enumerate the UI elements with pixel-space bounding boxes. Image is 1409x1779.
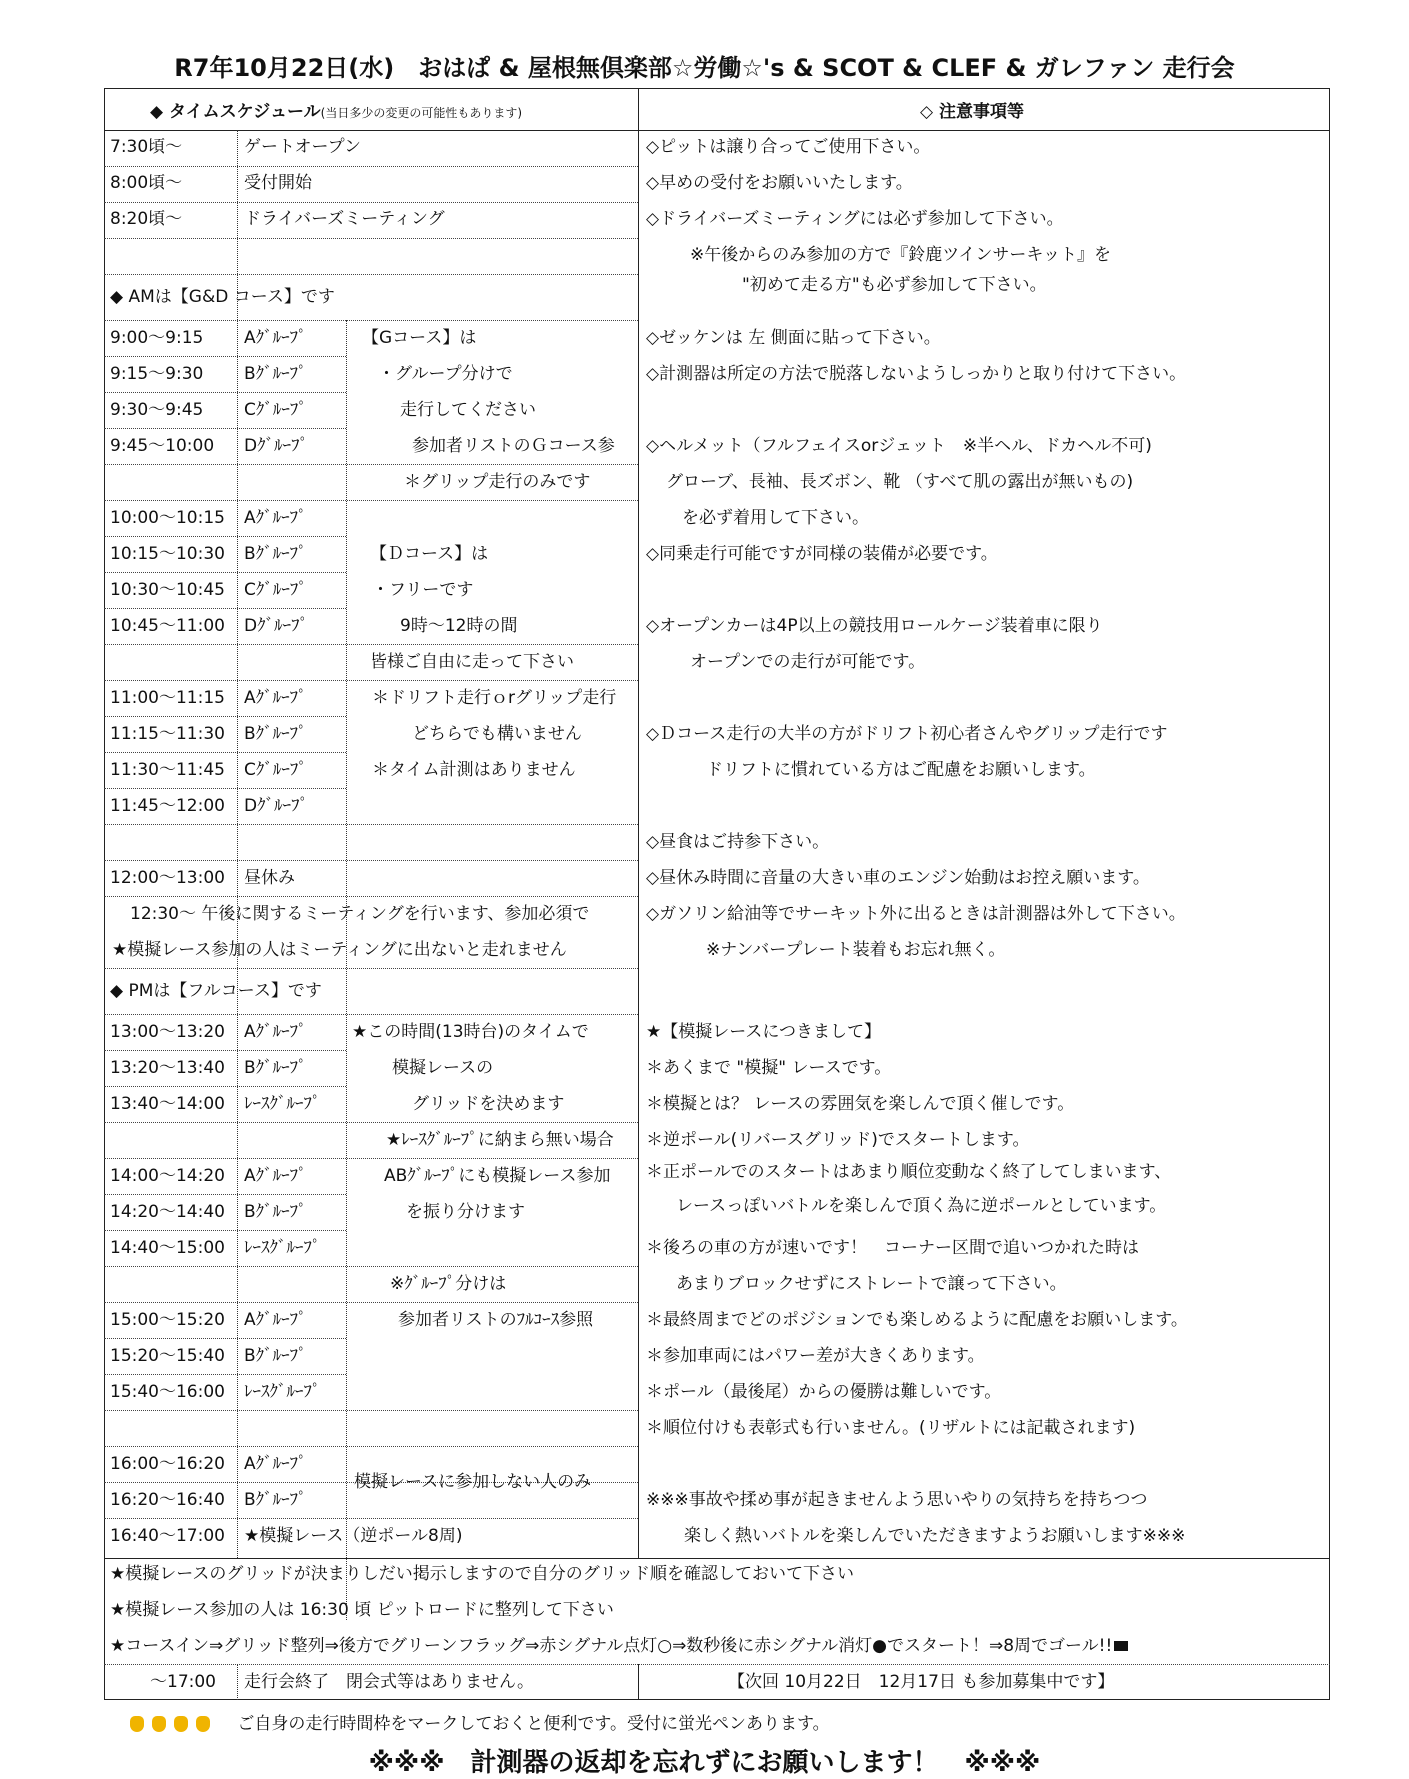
next-event: 【次回 10月22日 12月17日 も参加募集中です】 xyxy=(728,1672,1115,1692)
late-time: 11:15〜11:30 xyxy=(110,724,225,744)
note-line: レースっぽいバトルを楽しんで頂く為に逆ポールとしています。 xyxy=(676,1196,1167,1216)
note-line: ※午後からのみ参加の方で『鈴鹿ツインサーキット』を xyxy=(690,245,1112,265)
late-note: ＊ドリフト走行ｏrグリップ走行 xyxy=(372,688,617,708)
g-note: 参加者リストのＧコース参 xyxy=(412,436,615,456)
note-line: オープンでの走行が可能です。 xyxy=(690,652,926,672)
pm1-note: グリッドを決めます xyxy=(412,1094,565,1114)
pm1-group: Bｸﾞﾙｰﾌﾟ xyxy=(244,1058,307,1078)
pm1-note: ★ﾚｰｽｸﾞﾙｰﾌﾟに納まら無い場合 xyxy=(386,1130,614,1150)
note-line: ＊逆ポール(リバースグリッド)でスタートします。 xyxy=(646,1130,1030,1150)
note-line: ※※※事故や揉め事が起きませんよう思いやりの気持ちを持ちつつ xyxy=(646,1490,1148,1510)
g-note: 【Gコース】は xyxy=(362,328,477,348)
pm3-time: 15:40〜16:00 xyxy=(110,1382,225,1402)
note-line: ＊ポール（最後尾）からの優勝は難しいです。 xyxy=(646,1382,1002,1402)
time-meeting: 8:20頃〜 xyxy=(110,209,183,229)
d-note: ・フリーです xyxy=(372,580,474,600)
note-line: ＊最終周までどのポジションでも楽しめるように配慮をお願いします。 xyxy=(646,1310,1188,1330)
note-line: ◇ガソリン給油等でサーキット外に出るときは計測器は外して下さい。 xyxy=(646,904,1186,924)
page-title: R7年10月22日(水) おはぱ & 屋根無倶楽部☆労働☆'s & SCOT & CLEF & ガレファン 走行会 xyxy=(174,54,1235,82)
note-line: ドリフトに慣れている方はご配慮をお願いします。 xyxy=(706,760,1096,780)
note-line: ◇早めの受付をお願いいたします。 xyxy=(646,173,913,193)
bottom-divider xyxy=(104,1558,1330,1559)
late-group: Dｸﾞﾙｰﾌﾟ xyxy=(244,796,309,816)
note-line: "初めて走る方"も必ず参加して下さい。 xyxy=(742,275,1047,295)
pm2-group: ﾚｰｽｸﾞﾙｰﾌﾟ xyxy=(244,1238,321,1258)
pm2-group: Aｸﾞﾙｰﾌﾟ xyxy=(244,1166,307,1186)
lunch-label: 昼休み xyxy=(244,868,295,888)
group-col-divider xyxy=(346,320,347,1620)
middle-divider xyxy=(638,88,639,1558)
pm1-note: ★この時間(13時台)のタイムで xyxy=(352,1022,589,1042)
d-group: Aｸﾞﾙｰﾌﾟ xyxy=(244,508,307,528)
note-line: グローブ、長袖、長ズボン、靴 （すべて肌の露出が無いもの) xyxy=(666,472,1134,492)
pm4-time: 16:20〜16:40 xyxy=(110,1490,225,1510)
note-line: ★【模擬レースにつきまして】 xyxy=(646,1022,882,1042)
pointing-hand-icon xyxy=(130,1716,144,1732)
pm3-group: Aｸﾞﾙｰﾌﾟ xyxy=(244,1310,307,1330)
pm2-time: 14:20〜14:40 xyxy=(110,1202,225,1222)
late-time: 11:30〜11:45 xyxy=(110,760,225,780)
d-note: 【Ｄコース】は xyxy=(370,544,489,564)
pm-heading: ◆ PMは【フルコース】です xyxy=(110,981,322,1001)
label-meeting: ドライバーズミーティング xyxy=(244,209,445,229)
pointing-hand-icon xyxy=(174,1716,188,1732)
time-reception: 8:00頃〜 xyxy=(110,173,183,193)
late-note: ＊タイム計測はありません xyxy=(372,760,576,780)
schedule-header: ◆ タイムスケジュール(当日多少の変更の可能性もあります) xyxy=(150,102,523,122)
note-line: ◇ピットは譲り合ってご使用下さい。 xyxy=(646,137,931,157)
marker-tip: ご自身の走行時間枠をマークしておくと便利です。受付に蛍光ペンあります。 xyxy=(130,1709,830,1734)
late-group: Cｸﾞﾙｰﾌﾟ xyxy=(244,760,307,780)
g-group: Bｸﾞﾙｰﾌﾟ xyxy=(244,364,307,384)
late-time: 11:45〜12:00 xyxy=(110,796,225,816)
checkered-flag-icon xyxy=(1114,1641,1128,1651)
g-time: 9:30〜9:45 xyxy=(110,400,204,420)
pointing-hand-icon xyxy=(196,1716,210,1732)
g-note: ＊グリップ走行のみです xyxy=(404,472,591,492)
note-line: を必ず着用して下さい。 xyxy=(682,508,869,528)
note-line: ＊順位付けも表彰式も行いません。(リザルトには記載されます) xyxy=(646,1418,1136,1438)
late-note: どちらでも構いません xyxy=(412,724,582,744)
note-line: ＊参加車両にはパワー差が大きくあります。 xyxy=(646,1346,985,1366)
pm4-group: Bｸﾞﾙｰﾌﾟ xyxy=(244,1490,307,1510)
g-time: 9:00〜9:15 xyxy=(110,328,204,348)
end-time: 〜17:00 xyxy=(150,1672,216,1692)
d-time: 10:15〜10:30 xyxy=(110,544,225,564)
late-group: Aｸﾞﾙｰﾌﾟ xyxy=(244,688,307,708)
pm4-time: 16:00〜16:20 xyxy=(110,1454,225,1474)
race-time: 16:40〜17:00 xyxy=(110,1526,225,1546)
note-line: ◇昼食はご持参下さい。 xyxy=(646,832,830,852)
pm4-note: 模擬レースに参加しない人のみ xyxy=(354,1472,592,1492)
pm1-group: Aｸﾞﾙｰﾌﾟ xyxy=(244,1022,307,1042)
pm3-note: 参加者リストのﾌﾙｺｰｽ参照 xyxy=(398,1310,594,1330)
note-line: ＊あくまで "模擬" レースです。 xyxy=(646,1058,892,1078)
note-line: ※ナンバープレート装着もお忘れ無く。 xyxy=(706,940,1006,960)
pm3-group: ﾚｰｽｸﾞﾙｰﾌﾟ xyxy=(244,1382,321,1402)
pm2-group: Bｸﾞﾙｰﾌﾟ xyxy=(244,1202,307,1222)
pm2-note: ABｸﾞﾙｰﾌﾟにも模擬レース参加 xyxy=(384,1166,611,1186)
notes-header: ◇ 注意事項等 xyxy=(920,102,1024,122)
pm1-time: 13:40〜14:00 xyxy=(110,1094,225,1114)
pm2-time: 14:40〜15:00 xyxy=(110,1238,225,1258)
pm3-group: Bｸﾞﾙｰﾌﾟ xyxy=(244,1346,307,1366)
d-note: 9時〜12時の間 xyxy=(400,616,518,636)
pm1-time: 13:00〜13:20 xyxy=(110,1022,225,1042)
pm2-note: ※ｸﾞﾙｰﾌﾟ分けは xyxy=(390,1274,507,1294)
final-reminder: ※※※ 計測器の返却を忘れずにお願いします！ ※※※ xyxy=(368,1748,1041,1778)
note-line: ◇オープンカーは4P以上の競技用ロールケージ装着車に限り xyxy=(646,616,1103,636)
d-time: 10:00〜10:15 xyxy=(110,508,225,528)
end-label: 走行会終了 閉会式等はありません。 xyxy=(244,1672,535,1692)
note-line: ◇ドライバーズミーティングには必ず参加して下さい。 xyxy=(646,209,1064,229)
late-time: 11:00〜11:15 xyxy=(110,688,225,708)
d-group: Cｸﾞﾙｰﾌﾟ xyxy=(244,580,307,600)
pm1-time: 13:20〜13:40 xyxy=(110,1058,225,1078)
note-line: ◇ヘルメット（フルフェイスorジェット ※半ヘル、ドカヘル不可) xyxy=(646,436,1152,456)
am-heading: ◆ AMは【G&D コース】です xyxy=(110,287,335,307)
g-group: Aｸﾞﾙｰﾌﾟ xyxy=(244,328,307,348)
label-open: ゲートオープン xyxy=(244,137,361,157)
d-note: 皆様ご自由に走って下さい xyxy=(370,652,574,672)
note-line: ◇計測器は所定の方法で脱落しないようしっかりと取り付けて下さい。 xyxy=(646,364,1187,384)
note-line: ＊模擬とは？ レースの雰囲気を楽しんで頂く催しです。 xyxy=(646,1094,1075,1114)
d-group: Dｸﾞﾙｰﾌﾟ xyxy=(244,616,309,636)
note-line: ＊正ポールでのスタートはあまり順位変動なく終了してしまいます、 xyxy=(646,1162,1172,1182)
pm-meeting-note: ★模擬レース参加の人はミーティングに出ないと走れません xyxy=(112,940,567,960)
note-line: 楽しく熱いバトルを楽しんでいただきますようお願いします※※※ xyxy=(684,1526,1186,1546)
g-time: 9:45〜10:00 xyxy=(110,436,215,456)
pointing-hand-icon xyxy=(152,1716,166,1732)
note-line: ◇昼休み時間に音量の大きい車のエンジン始動はお控え願います。 xyxy=(646,868,1150,888)
g-group: Cｸﾞﾙｰﾌﾟ xyxy=(244,400,307,420)
bottom-line: ★模擬レースのグリッドが決まりしだい掲示しますので自分のグリッド順を確認しておいて下さい xyxy=(110,1564,855,1584)
g-time: 9:15〜9:30 xyxy=(110,364,204,384)
g-group: Dｸﾞﾙｰﾌﾟ xyxy=(244,436,309,456)
note-line: ◇ゼッケンは 左 側面に貼って下さい。 xyxy=(646,328,941,348)
pm3-time: 15:00〜15:20 xyxy=(110,1310,225,1330)
d-group: Bｸﾞﾙｰﾌﾟ xyxy=(244,544,307,564)
d-time: 10:30〜10:45 xyxy=(110,580,225,600)
note-line: あまりブロックせずにストレートで譲って下さい。 xyxy=(676,1274,1067,1294)
header-divider xyxy=(104,130,1330,131)
lunch-time: 12:00〜13:00 xyxy=(110,868,225,888)
note-line: ◇Ｄコース走行の大半の方がドリフト初心者さんやグリップ走行です xyxy=(646,724,1168,744)
pm4-group: Aｸﾞﾙｰﾌﾟ xyxy=(244,1454,307,1474)
d-time: 10:45〜11:00 xyxy=(110,616,225,636)
note-line: ＊後ろの車の方が速いです！ コーナー区間で追いつかれた時は xyxy=(646,1238,1139,1258)
time-open: 7:30頃〜 xyxy=(110,137,183,157)
bottom-line: ★模擬レース参加の人は 16:30 頃 ピットロードに整列して下さい xyxy=(110,1600,614,1620)
label-reception: 受付開始 xyxy=(244,173,312,193)
pm3-time: 15:20〜15:40 xyxy=(110,1346,225,1366)
race-label: ★模擬レース（逆ポール8周) xyxy=(244,1526,463,1546)
pm2-time: 14:00〜14:20 xyxy=(110,1166,225,1186)
pm1-note: 模擬レースの xyxy=(392,1058,494,1078)
late-group: Bｸﾞﾙｰﾌﾟ xyxy=(244,724,307,744)
g-note: 走行してください xyxy=(400,400,536,420)
pm1-group: ﾚｰｽｸﾞﾙｰﾌﾟ xyxy=(244,1094,321,1114)
time-col-divider xyxy=(237,130,238,1558)
bottom-line-race-flow: ★コースイン⇒グリッド整列⇒後方でグリーンフラッグ⇒赤シグナル点灯○⇒数秒後に赤シグナル消灯●でスタート！⇒8周でゴール!! xyxy=(110,1638,1128,1655)
pm-meeting: 12:30〜 午後に関するミーティングを行います、参加必須で xyxy=(130,904,590,924)
g-note: ・グループ分けで xyxy=(378,364,513,384)
pm2-note: を振り分けます xyxy=(406,1202,525,1222)
note-line: ◇同乗走行可能ですが同様の装備が必要です。 xyxy=(646,544,998,564)
